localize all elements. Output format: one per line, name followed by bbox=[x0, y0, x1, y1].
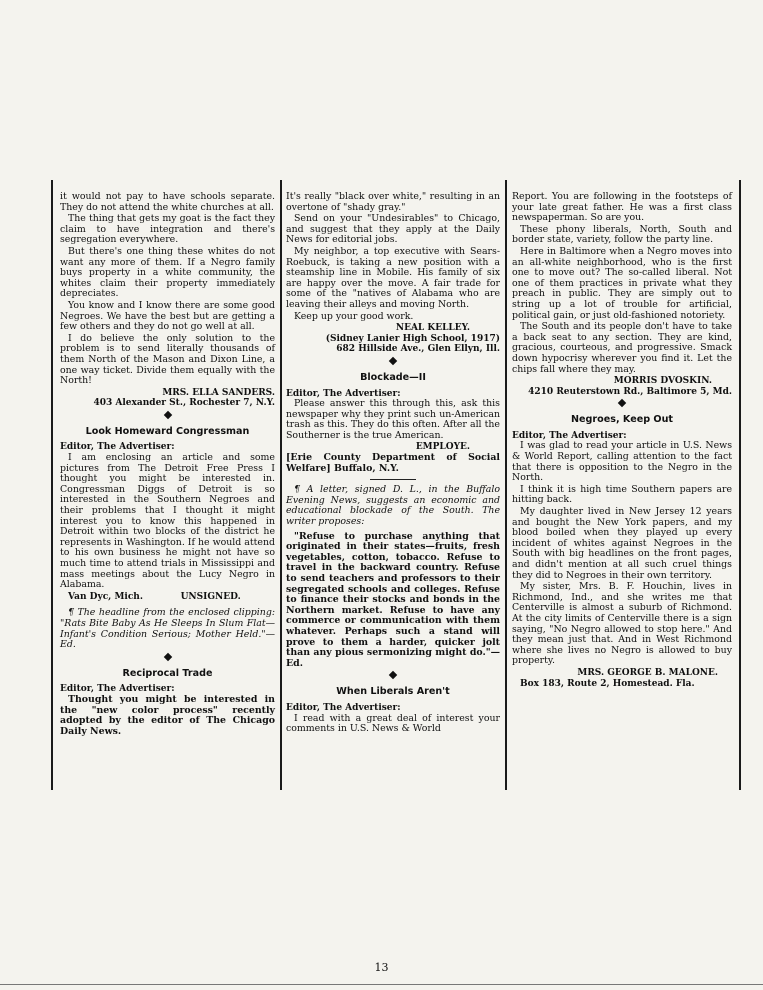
letter-paragraph: My sister, Mrs. B. F. Houchin, lives in Richmond, Ind., and she writes me that Centerville is almost a suburb of Richmond. At the city limits of Centerville there is a sign saying, "No Negro allowed to stop here." And they mean just that. And in West Richmond where she lives no Negro is allowed to buy property. bbox=[512, 581, 732, 667]
column-rule-1-2 bbox=[280, 180, 282, 790]
column-rule-left bbox=[51, 180, 53, 790]
letter-signature: MRS. GEORGE B. MALONE. bbox=[577, 667, 718, 678]
column-1 bbox=[60, 192, 275, 738]
letter-paragraph: My neighbor, a top executive with Sears-Roebuck, is taking a new position with a steamship line in Mobile. His family of six are happy over the move. A fair trade for some of the "natives of Alabama who are leaving their alleys and moving North. bbox=[286, 245, 500, 310]
editor-salutation: Editor, The Advertiser: bbox=[286, 388, 401, 399]
letter-headline: Look Homeward Congressman bbox=[85, 425, 250, 437]
letter-paragraph: I was glad to read your article in U.S. News & World Report, calling attention to the fact that there is opposition to the Negro in the North. bbox=[512, 440, 732, 484]
letter-signature: NEAL KELLEY. bbox=[395, 323, 470, 334]
editor-salutation: Editor, The Advertiser: bbox=[60, 684, 175, 695]
section-divider-diamond bbox=[163, 411, 171, 419]
letter-paragraph: Thought you might be interested in the "new color process" recently adopted by the editor of The Chicago Daily News. bbox=[60, 693, 275, 737]
letter-address: 403 Alexander St., Rochester 7, N.Y. bbox=[93, 398, 275, 409]
page-number: 13 bbox=[374, 961, 389, 974]
section-divider-rule bbox=[370, 479, 416, 480]
letter-paragraph: It's really "black over white," resulting in an overtone of "shady gray." bbox=[286, 191, 500, 213]
letter-headline: Blockade—II bbox=[360, 371, 426, 383]
column-2 bbox=[286, 192, 500, 736]
letter-paragraph: I am enclosing an article and some pictures from The Detroit Free Press I thought you might be interested in. Congressman Diggs of Detroit is so interested in the Southern Negroes and their problems that I thought it might interest you to know this happened in Detroit within two blocks of the district he represents in Washington. If he would attend to his own business he might not have so much time to attend trials in Mississippi and mass meetings about the Lucy Negro in Alabama. bbox=[60, 452, 275, 591]
letter-paragraph: The thing that gets my goat is the fact they claim to have integration and there's segregation everywhere. bbox=[60, 213, 275, 246]
letter-headline: Reciprocal Trade bbox=[122, 667, 213, 679]
letter-signature: EMPLOYE. bbox=[415, 442, 470, 453]
column-3 bbox=[512, 192, 732, 691]
letter-paragraph: But there's one thing these whites do not want any more of them. If a Negro family buys property in a white community, the whites claim their property immediately depreciates. bbox=[60, 245, 275, 300]
section-divider-diamond bbox=[163, 653, 171, 661]
letter-address: 682 Hillside Ave., Glen Ellyn, Ill. bbox=[336, 344, 500, 355]
letter-paragraph: The South and its people don't have to take a back seat to any section. They are kind, gracious, courteous, and progressive. Smack down hypocrisy wherever you find it. Let the chips fall where they may. bbox=[512, 321, 732, 375]
quoted-proposal: "Refuse to purchase anything that originated in their states—fruits, fresh vegetables, cotton, tobacco. Refuse to travel in the backward country. Refuse to send teachers and professors to their segregated schools and colleges. Refuse to finance their stocks and bonds in the Northern market. Refuse to have any commerce or communication with them whatever. Perhaps such a stand will prove to them a harder, quicker jolt than any pious sermonizing might do."—Ed. bbox=[286, 530, 500, 669]
editor-note: ¶ A letter, signed D. L., in the Buffalo Evening News, suggests an economic and educational blockade of the South. The writer proposes: bbox=[286, 484, 500, 528]
editor-note: ¶ The headline from the enclosed clipping: "Rats Bite Baby As He Sleeps In Slum Flat—Infant's Condition Serious; Mother Held."—Ed. bbox=[60, 607, 275, 651]
letter-address: 4210 Reuterstown Rd., Baltimore 5, Md. bbox=[528, 386, 732, 397]
editor-salutation: Editor, The Advertiser: bbox=[60, 442, 175, 453]
page-bottom-edge bbox=[0, 984, 763, 985]
column-rule-right bbox=[739, 180, 741, 790]
letter-paragraph: I read with a great deal of interest your comments in U.S. News & World bbox=[286, 712, 500, 735]
letter-paragraph: Send on your "Undesirables" to Chicago, and suggest that they apply at the Daily News for editorial jobs. bbox=[286, 213, 500, 246]
letter-address: [Erie County Department of Social Welfare] Buffalo, N.Y. bbox=[286, 452, 500, 474]
section-divider-diamond bbox=[618, 399, 626, 407]
letter-paragraph: These phony liberals, North, South and border state, variety, follow the party line. bbox=[512, 223, 732, 246]
editor-salutation: Editor, The Advertiser: bbox=[512, 430, 627, 441]
letter-signature: MORRIS DVOSKIN. bbox=[613, 376, 712, 387]
letter-signature: MRS. ELLA SANDERS. bbox=[162, 387, 275, 398]
letter-paragraph: I think it is high time Southern papers are hitting back. bbox=[512, 483, 732, 506]
letter-address: (Sidney Lanier High School, 1917) bbox=[325, 333, 500, 344]
letter-paragraph: Here in Baltimore when a Negro moves into an all-white neighborhood, who is the first one to move out? The so-called liberal. Not one of them practices in private what they preach in public. They are simply out to string up a lot of trouble for artificial, political gain, or just old-fashioned notoriety. bbox=[512, 245, 732, 321]
letter-headline: When Liberals Aren't bbox=[336, 686, 450, 698]
letter-paragraph: You know and I know there are some good Negroes. We have the best but are getting a few others and they do not go well at all. bbox=[60, 299, 275, 333]
column-rule-2-3 bbox=[505, 180, 507, 790]
letter-paragraph: I do believe the only solution to the problem is to send literally thousands of them North of the Mason and Dixon Line, a one way ticket. Divide them equally with the North! bbox=[60, 332, 275, 387]
letter-paragraph: Please answer this through this, ask this newspaper why they print such un-American trash as this. They do this often. After all the Southerner is the true American. bbox=[286, 398, 500, 441]
editor-salutation: Editor, The Advertiser: bbox=[286, 702, 401, 713]
section-divider-diamond bbox=[389, 357, 397, 365]
letter-headline: Negroes, Keep Out bbox=[571, 414, 673, 426]
letter-paragraph: Keep up your good work. bbox=[294, 310, 414, 322]
letter-paragraph: My daughter lived in New Jersey 12 years and bought the New York papers, and my blood boiled when they played up every incident of whites against Negroes in the South with big headlines on the front pages, and didn't mention at all such cruel things they did to Negroes in their own territory. bbox=[512, 506, 732, 581]
letter-signature: Van Dyc, Mich. UNSIGNED. bbox=[68, 591, 241, 602]
letter-paragraph: Report. You are following in the footsteps of your late great father. He was a first class newspaperman. So are you. bbox=[512, 191, 732, 224]
section-divider-diamond bbox=[389, 671, 397, 679]
letter-address: Box 183, Route 2, Homestead. Fla. bbox=[520, 678, 695, 689]
letter-paragraph: it would not pay to have schools separate. They do not attend the white churches at all. bbox=[60, 191, 275, 213]
